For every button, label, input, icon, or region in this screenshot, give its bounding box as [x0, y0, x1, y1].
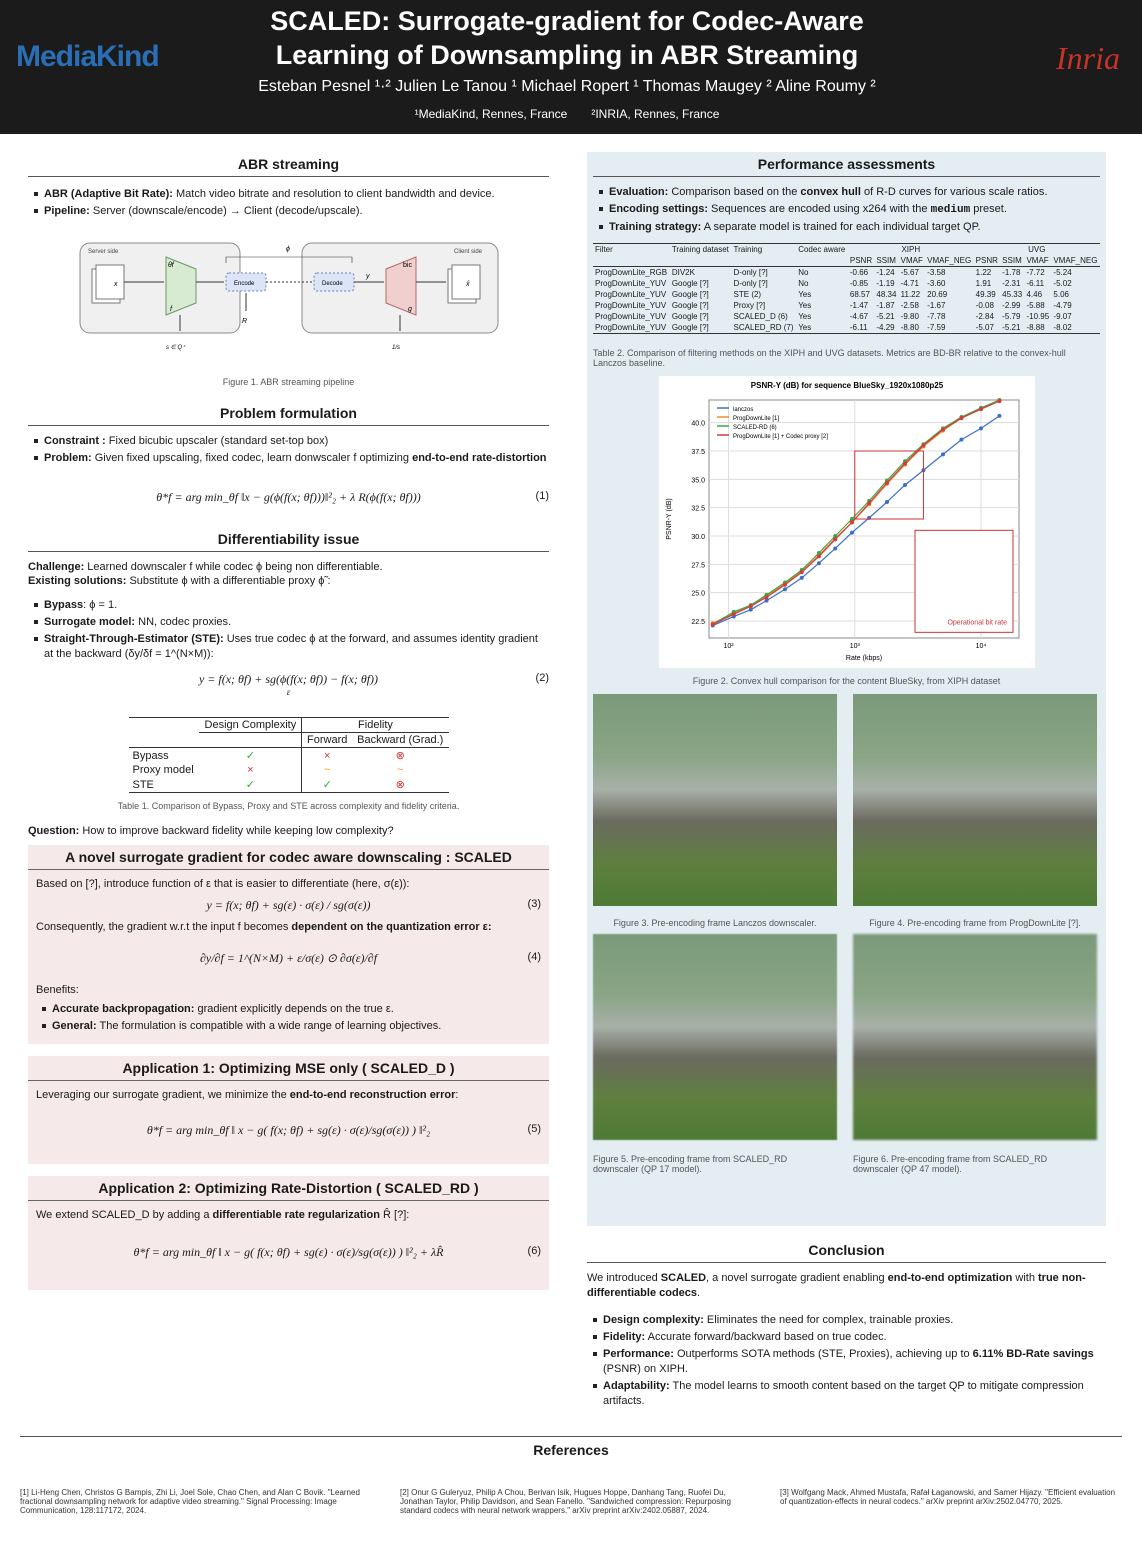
y-tick-label: 22.5: [690, 619, 705, 626]
data-point: [782, 583, 786, 587]
svg-text:s ∈ Q⁺: s ∈ Q⁺: [166, 345, 186, 351]
conclusion-section: Conclusion We introduced SCALED, a novel surrogate gradient enabling end-to-end optimization with true non-differentiable codecs. Design complexity: Eliminates the need for complex, trainable proxies. Fidelity: Accurate forward/backward based on true codec. Performance: Outperforms SOTA methods (STE, Proxies), achieving up to 6.11% BD-Rate savings (PSNR) on XIPH. Adaptability: The model learns to smooth content based on the target QP to mitigate compression artifacts.: [587, 1238, 1106, 1411]
data-point: [849, 520, 853, 524]
abr-bullet-1: ABR (Adaptive Bit Rate): Match video bitrate and resolution to client bandwidth and device.: [34, 187, 549, 202]
svg-text:Decode: Decode: [322, 281, 343, 287]
data-point: [816, 561, 820, 565]
diff-bullet-surrogate: Surrogate model: NN, codec proxies.: [34, 615, 549, 630]
figure-1-caption: Figure 1. ABR streaming pipeline: [222, 377, 355, 387]
data-point: [959, 416, 963, 420]
y-tick-label: 40.0: [690, 420, 705, 428]
rd-convex-hull-chart: [659, 376, 1035, 668]
conclusion-bullet-2: Fidelity: Accurate forward/backward based on true codec.: [593, 1330, 1106, 1345]
equation-6: θ*f = arg min_θf ‖ x − g( f(x; θf) + sg(ε) · σ(ε)/sg(σ(ε)) ) ‖²₂ + λR̂ (6): [133, 1245, 541, 1259]
reference-1: [1] Li-Heng Chen, Christos G Bampis, Zhi Li, Joel Sole, Chao Chen, and Alan C Bovik. "Learned fractional downsampling network for adaptive video streaming." Signal Processing: Image Communication, 128:117172, 2024.: [20, 1488, 360, 1515]
data-point: [833, 537, 837, 541]
y-tick-label: 25.0: [690, 590, 705, 598]
table-row: ProgDownLite_YUV Google [?] D-only [?] No -0.85 -1.19 -4.71 -3.60 1.91 -2.31 -6.11 -5.02: [595, 279, 1072, 288]
svg-text:y: y: [366, 273, 370, 280]
equation-3: y = f(x; θf) + sg(ε) · σ(ε) / sg(σ(ε)) (3): [206, 898, 541, 912]
data-point: [764, 595, 768, 599]
x-tick-label: 10²: [722, 643, 734, 650]
data-point: [867, 501, 871, 505]
legend-label: ProgDownLite [1] + Codec proxy [2]: [732, 434, 828, 440]
svg-text:Client side: Client side: [454, 249, 483, 255]
data-point: [849, 531, 853, 535]
table-row: ProgDownLite_YUV Google [?] SCALED_RD (7) Yes -6.11 -4.29 -8.80 -7.59 -5.07 -5.21 -8.88 -8.02: [595, 323, 1072, 332]
y-tick-label: 37.5: [690, 449, 705, 456]
data-point: [782, 587, 786, 591]
data-point: [748, 604, 752, 608]
data-point: [903, 461, 907, 465]
svg-text:x: x: [114, 281, 118, 288]
svg-text:Server side: Server side: [88, 249, 119, 255]
reference-3: [3] Wolfgang Mack, Ahmed Mustafa, Rafał Łaganowski, and Samer Hijazy. "Efficient evaluation of quantization-effects in neural codecs." arXiv preprint arXiv:2502.04770, 2025.: [780, 1488, 1116, 1506]
poster-title: SCALED: Surrogate-gradient for Codec-Aware Learning of Downsampling in ABR Streaming: [270, 6, 864, 70]
svg-text:bic: bic: [403, 262, 412, 269]
svg-text:f: f: [170, 306, 172, 313]
application-2-box: Application 2: Optimizing Rate-Distortion ( SCALED_RD ) We extend SCALED_D by adding a differentiable rate regularization R̂ [?]: θ*f = arg min_θf ‖ x − g( f(x; θf) + sg(ε) · σ(ε)/sg(σ(ε)) ) ‖²₂ + λR̂ (6): [28, 1176, 549, 1290]
comparison-table: Design Complexity Fidelity Forward Backward (Grad.) Bypass ✓ × ⊗ Proxy model × ~ ~ STE ✓ ✓ ⊗: [129, 717, 449, 793]
zoom-inset-box: [915, 530, 1013, 632]
application-1-box: Application 1: Optimizing MSE only ( SCALED_D ) Leveraging our surrogate gradient, we minimize the end-to-end reconstruction error: θ*f = arg min_θf ‖ x − g( f(x; θf) + sg(ε) · σ(ε)/sg(σ(ε)) ) ‖²₂ (5): [28, 1056, 549, 1164]
problem-bullet-1: Constraint : Fixed bicubic upscaler (standard set-top box): [34, 434, 549, 449]
data-point: [979, 407, 983, 411]
y-tick-label: 27.5: [690, 562, 705, 570]
svg-text:g: g: [408, 306, 412, 313]
performance-panel: Performance assessments Evaluation: Comparison based on the convex hull of R-D curves for various scale ratios. Encoding settings: Sequences are encoded using x264 with the medium preset. Training strategy: A separate model is trained for each individual target QP. Filter Training dataset Training Codec aware XIPH UVG PSNR SSIM VMAF VMAF_NEG PSNR SSIM VMAF VMAF_NEG ProgDownLite_RGB DIV2K D-only [?] No -0.66 -1.24 -5.67 -3.58 1.22 -1.78 -7.72 -5.24 ProgDownLite_YUV Google [?] D-only [?] No -0.85 -1.19 -4.71 -3.60 1.91 -2.31 -6.11 -5.02 ProgDownLite_YUV Google [?] STE (2) Yes 68.57 48.34 11.22 20.69 49.39 45.33 4.46 5.06 ProgDownLite_YUV Google [?] Proxy [?] Yes -1.47 -1.87 -2.58 -1.67 -0.08 -2.99 -5.88 -4.79 ProgDownLite_YUV Google [?] SCALED_D (6) Yes -4.67 -5.21 -9.80 -7.78 -2.84 -5.79 -10.95 -9.07 ProgDownLite_YUV Google [?] SCALED_RD (7) Yes -6.11 -4.29 -8.80 -7.59 -5.07 -5.21 -8.88 -8.02 Table 2. Comparison of filtering methods on the XIPH and UVG datasets. Metrics are BD-BR relative to the convex-hull Lanczos baseline. PSNR-Y (dB) for sequence BlueSky_1920x1080p25 22.5 25.0 27.5 30.0 32.5 35.0 37.5 40.0 10² 10³ 10⁴ Rate (kbps) PSNR-Y (dB) lanczos ProgDownLite [1] SCALED-RD (6) ProgDownLite [1] + Codec proxy [2] Operational bit rate Figure 2. Convex hull comparison for the content BlueSky, from XIPH dataset Figure 3. Pre-encoding frame Lanczos downscaler. Figure 4. Pre-encoding frame from ProgDownLite [?]. Figure 5. Pre-encoding frame from SCALED_RD downscaler (QP 17 model). Figure 6. Pre-encoding frame from SCALED_RD downscaler (QP 47 model).: [587, 152, 1106, 1226]
svg-text:θf: θf: [168, 262, 174, 269]
data-point: [799, 576, 803, 580]
data-point: [833, 546, 837, 550]
question-text: Question: How to improve backward fidelity while keeping low complexity?: [28, 825, 394, 837]
equation-2: y = f(x; θf) + sg(ϕ(f(x; θf)) − f(x; θf)) ε (2): [198, 672, 549, 697]
data-point: [710, 622, 714, 626]
y-tick-label: 30.0: [690, 534, 705, 541]
x-tick-label: 10⁴: [975, 643, 986, 650]
data-point: [816, 554, 820, 558]
benefit-2: General: The formulation is compatible with a wide range of learning objectives.: [42, 1019, 541, 1034]
legend-label: SCALED-RD (6): [732, 425, 777, 431]
lanczos-frame-image: [593, 694, 837, 906]
data-point: [921, 443, 925, 447]
legend-label: lanczos: [732, 407, 753, 413]
challenge-text: Challenge: Learned downscaler f while codec ϕ being non differentiable.: [28, 561, 383, 573]
data-point: [799, 570, 803, 574]
section-title-differentiability: Differentiability issue: [28, 527, 549, 552]
conclusion-bullet-1: Design complexity: Eliminates the need for complex, trainable proxies.: [593, 1313, 1106, 1328]
data-point: [884, 500, 888, 504]
svg-text:x̂: x̂: [466, 281, 470, 288]
equation-4: ∂y/∂f = 1^(N×M) + ε/σ(ε) ⊙ ∂σ(ε)/∂f (4): [199, 951, 541, 965]
figure-2-caption: Figure 2. Convex hull comparison for the content BlueSky, from XIPH dataset: [692, 676, 1001, 686]
section-title-problem: Problem formulation: [28, 401, 549, 426]
table-row: ProgDownLite_YUV Google [?] Proxy [?] Yes -1.47 -1.87 -2.58 -1.67 -0.08 -2.99 -5.88 -4.79: [595, 301, 1072, 310]
diff-bullet-ste: Straight-Through-Estimator (STE): Uses true codec ϕ at the forward, and assumes identity gradient at the backward (δy/δf = 1^(N×M)):: [34, 632, 549, 662]
equation-1: θ*f = arg min_θf ‖x − g(ϕ(f(x; θf)))‖²₂ + λ R(ϕ(f(x; θf))) (1): [156, 490, 549, 504]
table-2-caption: Table 2. Comparison of filtering methods on the XIPH and UVG datasets. Metrics are BD-BR relative to the convex-hull Lanczos baseline.: [593, 348, 1066, 368]
data-point: [941, 452, 945, 456]
svg-text:Encode: Encode: [234, 281, 255, 287]
data-point: [884, 481, 888, 485]
x-tick-label: 10³: [849, 643, 860, 650]
data-point: [731, 612, 735, 616]
svg-text:R: R: [242, 318, 248, 325]
table-row: Proxy model × ~ ~: [132, 764, 404, 776]
affiliations: ¹MediaKind, Rennes, France ²INRIA, Rennes, France: [414, 107, 720, 121]
operational-bit-rate-label: Operational bit rate: [946, 619, 1007, 627]
poster-header: [0, 0, 1142, 134]
y-tick-label: 35.0: [690, 477, 705, 485]
diff-bullet-bypass: Bypass: ϕ = 1.: [34, 598, 549, 613]
abr-pipeline-diagram: [28, 231, 549, 361]
chart-title: PSNR-Y (dB) for sequence BlueSky_1920x1080p25: [750, 381, 943, 390]
table-row: STE ✓ ✓ ⊗: [132, 778, 405, 791]
results-table: Filter Training dataset Training Codec aware XIPH UVG PSNR SSIM VMAF VMAF_NEG PSNR SSIM VMAF VMAF_NEG ProgDownLite_RGB DIV2K D-only [?] No -0.66 -1.24 -5.67 -3.58 1.22 -1.78 -7.72 -5.24 ProgDownLite_YUV Google [?] D-only [?] No -0.85 -1.19 -4.71 -3.60 1.91 -2.31 -6.11 -5.02 ProgDownLite_YUV Google [?] STE (2) Yes 68.57 48.34 11.22 20.69 49.39 45.33 4.46 5.06 ProgDownLite_YUV Google [?] Proxy [?] Yes -1.47 -1.87 -2.58 -1.67 -0.08 -2.99 -5.88 -4.79 ProgDownLite_YUV Google [?] SCALED_D (6) Yes -4.67 -5.21 -9.80 -7.78 -2.84 -5.79 -10.95 -9.07 ProgDownLite_YUV Google [?] SCALED_RD (7) Yes -6.11 -4.29 -8.80 -7.59 -5.07 -5.21 -8.88 -8.02: [593, 243, 1100, 334]
abr-bullet-2: Pipeline: Server (downscale/encode) → Client (decode/upscale).: [34, 204, 549, 219]
data-point: [979, 426, 983, 430]
data-point: [903, 483, 907, 487]
data-point: [959, 438, 963, 442]
data-point: [941, 427, 945, 431]
svg-text:ϕ: ϕ: [286, 246, 290, 253]
table-row: ProgDownLite_YUV Google [?] SCALED_D (6) Yes -4.67 -5.21 -9.80 -7.78 -2.84 -5.79 -10.95 -9.07: [595, 312, 1072, 321]
x-axis-label: Rate (kbps): [845, 655, 882, 662]
conclusion-bullet-4: Adaptability: The model learns to smooth content based on the target QP to mitigate compression artifacts.: [593, 1379, 1106, 1409]
inria-logo: Inria: [1056, 40, 1120, 76]
perf-bullet-3: Training strategy: A separate model is trained for each individual target QP.: [599, 220, 1100, 235]
y-tick-label: 32.5: [690, 505, 705, 513]
table-row: ProgDownLite_YUV Google [?] STE (2) Yes 68.57 48.34 11.22 20.69 49.39 45.33 4.46 5.06: [595, 290, 1069, 299]
perf-bullet-2: Encoding settings: Sequences are encoded using x264 with the medium preset.: [599, 202, 1100, 218]
table-row: Bypass ✓ × ⊗: [132, 749, 405, 762]
reference-2: [2] Onur G Guleryuz, Philip A Chou, Berivan Isik, Hugues Hoppe, Danhang Tang, Ruofei Du, Jonathan Taylor, Philip Davidson, and Sean Fanello. "Sandwiched compression: Repurposing standard codecs with neural network wrappers." arXiv preprint arXiv:2402.05887, 2024.: [400, 1488, 731, 1515]
data-point: [997, 414, 1001, 418]
authors: Esteban Pesnel ¹·² Julien Le Tanou ¹ Michael Ropert ¹ Thomas Maugey ² Aline Roumy ²: [258, 78, 876, 95]
left-column: [28, 152, 549, 1290]
benefit-1: Accurate backpropagation: gradient explicitly depends on the true ε.: [42, 1002, 541, 1017]
progdownlite-frame-image: [853, 694, 1097, 906]
novel-surrogate-box: A novel surrogate gradient for codec aware downscaling : SCALED Based on [?], introduce function of ε that is easier to differentiate (here, σ(ε)): y = f(x; θf) + sg(ε) · σ(ε) / sg(σ(ε)) (3) Consequently, the gradient w.r.t the input f becomes dependent on the quantization error ε: ∂y/∂f = 1^(N×M) + ε/σ(ε) ⊙ ∂σ(ε)/∂f (4) Benefits: Accurate backpropagation: gradient explicitly depends on the true ε. General: The formulation is compatible with a wide range of learning objectives.: [28, 845, 549, 1044]
section-title-abr: ABR streaming: [28, 152, 549, 177]
references-title: References: [533, 1442, 609, 1458]
problem-bullet-2: Problem: Given fixed upscaling, fixed codec, learn donwscaler f optimizing end-to-end rate-distortion: [34, 451, 549, 466]
data-point: [997, 399, 1001, 403]
conclusion-bullet-3: Performance: Outperforms SOTA methods (STE, Proxies), achieving up to 6.11% BD-Rate savings (PSNR) on XIPH.: [593, 1347, 1106, 1377]
existing-solutions-text: Existing solutions: Substitute ϕ with a differentiable proxy ϕ̃ :: [28, 575, 331, 587]
equation-5: θ*f = arg min_θf ‖ x − g( f(x; θf) + sg(ε) · σ(ε)/sg(σ(ε)) ) ‖²₂ (5): [146, 1123, 541, 1137]
svg-text:1/s: 1/s: [392, 345, 401, 351]
table-row: ProgDownLite_RGB DIV2K D-only [?] No -0.66 -1.24 -5.67 -3.58 1.22 -1.78 -7.72 -5.24: [595, 268, 1072, 277]
legend-label: ProgDownLite [1]: [732, 416, 779, 422]
scaled-rd-qp17-frame-image: [593, 934, 837, 1140]
scaled-rd-qp47-frame-image: [853, 934, 1097, 1140]
mediakind-logo: MediaKind: [16, 40, 159, 73]
y-axis-label: PSNR-Y (dB): [665, 498, 673, 540]
perf-bullet-1: Evaluation: Comparison based on the convex hull of R-D curves for various scale ratios.: [599, 185, 1100, 200]
table-1-caption: Table 1. Comparison of Bypass, Proxy and STE across complexity and fidelity criteria.: [117, 801, 460, 811]
